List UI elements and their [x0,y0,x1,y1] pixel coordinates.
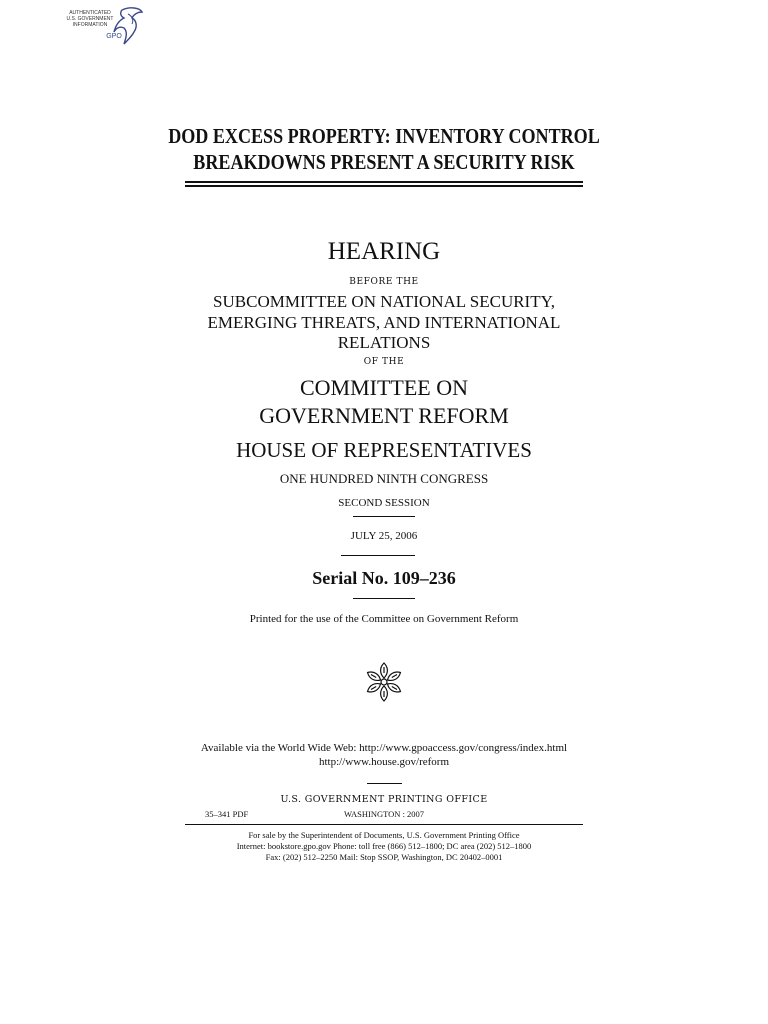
city-year: WASHINGTON : 2007 [343,809,425,819]
eagle-seal-icon [58,4,150,46]
pdf-number: 35–341 PDF [205,809,249,819]
gpo-authentication-seal [58,4,150,46]
title-double-rule-bottom [185,185,583,187]
hearing-date: JULY 25, 2006 [350,530,418,542]
sale-notice-line-1: For sale by the Superintendent of Documents, U.S. Government Printing Office [248,830,520,840]
title-double-rule-top [185,181,583,183]
availability-line-2: http://www.house.gov/reform [318,756,450,768]
house-of-representatives: HOUSE OF REPRESENTATIVES [236,438,532,462]
imprint-rule [185,824,583,825]
seal-text-gpo: GPO [106,33,122,40]
sale-notice-line-3: Fax: (202) 512–2250 Mail: Stop SSOP, Washington, DC 20402–0001 [265,852,503,862]
printing-office-label: U.S. GOVERNMENT PRINTING OFFICE [280,794,488,805]
session-label: SECOND SESSION [338,497,430,509]
session-rule [353,516,415,517]
date-rule [341,555,415,556]
hearing-heading: HEARING [327,238,441,265]
document-title-line-2: BREAKDOWNS PRESENT A SECURITY RISK [193,150,575,174]
serial-number: Serial No. 109–236 [312,568,456,588]
before-the-label: BEFORE THE [349,277,419,287]
of-the-label: OF THE [363,357,405,367]
sale-notice-line-2: Internet: bookstore.gpo.gov Phone: toll free (866) 512–1800; DC area (202) 512–1800 [236,841,532,851]
subcommittee-line-1: SUBCOMMITTEE ON NATIONAL SECURITY, [213,292,555,311]
seal-text-2: U.S. GOVERNMENT [66,16,114,22]
committee-line-1: COMMITTEE ON [299,375,469,400]
congress-label: ONE HUNDRED NINTH CONGRESS [279,471,489,486]
availability-rule [367,783,402,784]
printed-for-note: Printed for the use of the Committee on Government Reform [249,613,519,625]
committee-line-2: GOVERNMENT REFORM [259,403,509,428]
document-title-line-1: DOD EXCESS PROPERTY: INVENTORY CONTROL [168,124,600,148]
serial-rule [353,598,415,599]
subcommittee-line-2: EMERGING THREATS, AND INTERNATIONAL [207,313,561,332]
subcommittee-line-3: RELATIONS [337,333,431,352]
availability-line-1: Available via the World Wide Web: http://www.gpoaccess.gov/congress/index.html [200,742,568,754]
seal-text-3: INFORMATION [72,22,108,28]
seal-text-1: AUTHENTICATED [69,10,111,16]
printer-ornament-icon [362,660,406,704]
